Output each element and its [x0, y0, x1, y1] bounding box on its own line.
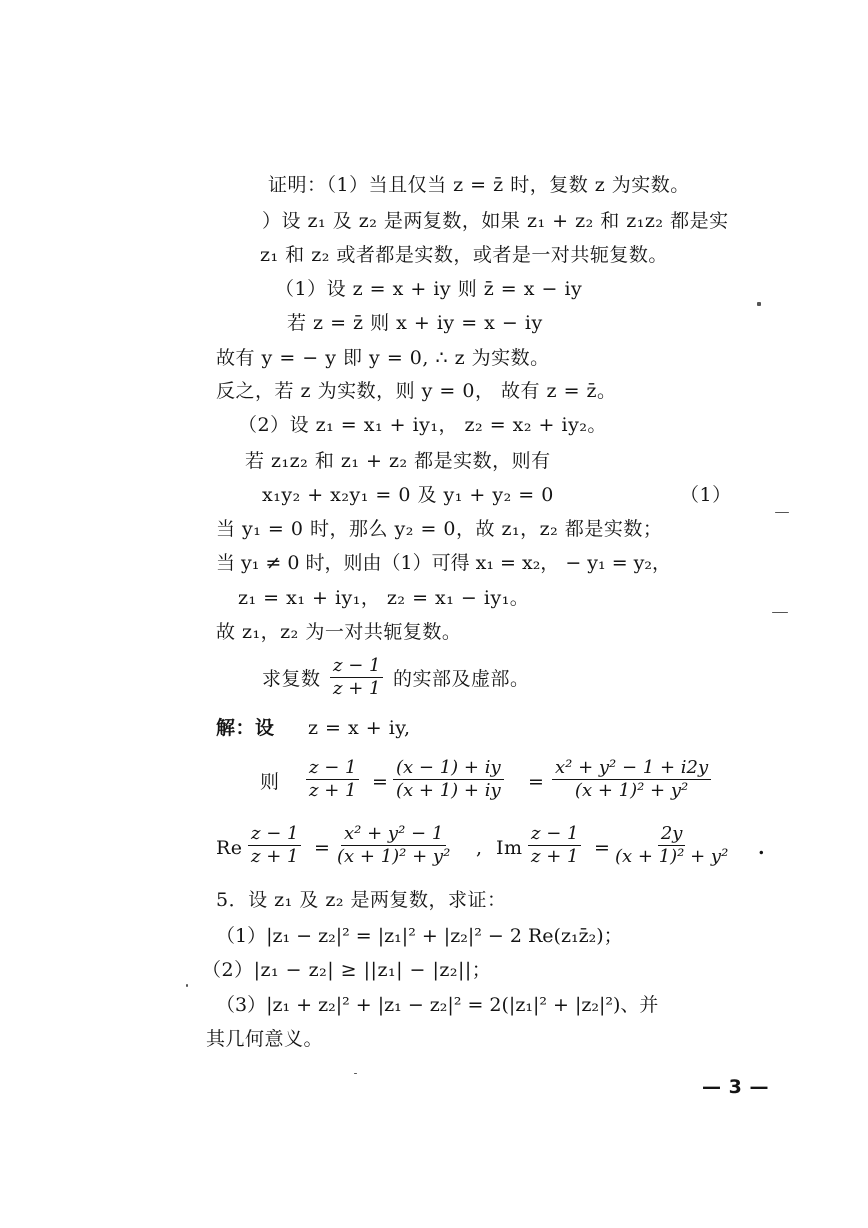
equals-sign-4: = — [594, 837, 610, 859]
scan-speck — [757, 302, 761, 306]
end-dot: . — [758, 837, 765, 859]
proof-line-14: 故 z₁，z₂ 为一对共轭复数。 — [216, 621, 462, 643]
real-part-fraction-1-denominator: z + 1 — [251, 846, 299, 867]
solution-fraction-3 — [552, 758, 711, 801]
proof-line-10: x₁y₂ + x₂y₁ = 0 及 y₁ + y₂ = 0 — [262, 484, 554, 506]
problem4-fraction — [330, 656, 383, 699]
problem5-item-3-continuation: 其几何意义。 — [206, 1028, 324, 1050]
real-part-fraction-1 — [248, 824, 301, 867]
equals-sign-3: = — [314, 837, 330, 859]
equals-sign-2: = — [528, 771, 544, 793]
solution-then: 则 — [260, 771, 280, 793]
proof-line-11: 当 y₁ = 0 时，那么 y₂ = 0，故 z₁，z₂ 都是实数； — [216, 518, 663, 540]
fraction-2-numerator: (x − 1) + iy — [393, 758, 504, 780]
proof-line-12: 当 y₁ ≠ 0 时，则由（1）可得 x₁ = x₂， − y₁ = y₂， — [216, 552, 672, 574]
proof-line-2: ）设 z₁ 及 z₂ 是两复数，如果 z₁ + z₂ 和 z₁z₂ 都是实 — [262, 210, 729, 232]
proof-line-7: 反之，若 z 为实数，则 y = 0， 故有 z = z̄。 — [216, 380, 617, 402]
real-part-fraction-2 — [334, 824, 453, 867]
fraction-1-denominator: z + 1 — [309, 780, 357, 801]
page-number: — 3 — — [702, 1076, 769, 1098]
comma: , — [476, 837, 483, 859]
problem5-item-2: （2）|z₁ − z₂| ≥ ||z₁| − |z₂||； — [202, 959, 492, 981]
real-part-fraction-2-numerator: x² + y² − 1 — [341, 824, 446, 846]
proof-line-6: 故有 y = − y 即 y = 0, ∴ z 为实数。 — [216, 347, 550, 369]
problem5-item-1: （1）|z₁ − z₂|² = |z₁|² + |z₂|² − 2 Re(z₁z̄₂)； — [216, 925, 623, 947]
real-part-fraction-1-numerator: z − 1 — [248, 824, 301, 846]
problem4-suffix: 的实部及虚部。 — [393, 668, 530, 690]
scan-speck — [772, 612, 788, 613]
equals-sign-1: = — [372, 771, 388, 793]
proof-line-13: z₁ = x₁ + iy₁， z₂ = x₁ − iy₁。 — [238, 587, 530, 609]
solution-fraction-1 — [306, 758, 359, 801]
imaginary-part-fraction-1 — [528, 824, 581, 867]
fraction-2-denominator: (x + 1) + iy — [396, 780, 501, 801]
problem5-title: 5．设 z₁ 及 z₂ 是两复数，求证： — [216, 889, 507, 911]
problem5-item-3: （3）|z₁ + z₂|² + |z₁ − z₂|² = 2(|z₁|² + |z₂|²)、并 — [216, 994, 659, 1016]
fraction-3-denominator: (x + 1)² + y² — [574, 780, 689, 801]
scan-speck — [775, 512, 789, 513]
proof-line-3: z₁ 和 z₂ 或者都是实数，或者是一对共轭复数。 — [260, 244, 668, 266]
solution-setup: z = x + iy, — [308, 717, 411, 739]
equation-tag-1: （1） — [680, 484, 732, 506]
imaginary-part-fraction-1-numerator: z − 1 — [528, 824, 581, 846]
fraction-1-numerator: z − 1 — [306, 758, 359, 780]
problem4-fraction-denominator: z + 1 — [333, 678, 381, 699]
imaginary-part-label: Im — [496, 837, 523, 859]
real-part-fraction-2-denominator: (x + 1)² + y² — [337, 846, 451, 867]
solution-label: 解：设 — [216, 717, 275, 739]
fraction-3-numerator: x² + y² − 1 + i2y — [552, 758, 711, 780]
proof-line-9: 若 z₁z₂ 和 z₁ + z₂ 都是实数，则有 — [245, 450, 551, 472]
imaginary-part-fraction-2-numerator: 2y — [658, 824, 686, 846]
proof-line-5: 若 z = z̄ 则 x + iy = x − iy — [287, 312, 543, 334]
problem4-fraction-numerator: z − 1 — [330, 656, 383, 678]
problem4-prefix: 求复数 — [262, 668, 321, 690]
scan-speck — [186, 984, 188, 987]
scan-speck — [354, 1073, 357, 1074]
imaginary-part-fraction-1-denominator: z + 1 — [531, 846, 579, 867]
real-part-label: Re — [216, 837, 243, 859]
solution-fraction-2 — [393, 758, 504, 801]
imaginary-part-fraction-2 — [612, 824, 731, 867]
proof-line-1: 证明：（1）当且仅当 z = z̄ 时，复数 z 为实数。 — [268, 174, 690, 196]
imaginary-part-fraction-2-denominator: (x + 1)² + y² — [615, 846, 729, 867]
proof-line-8: （2）设 z₁ = x₁ + iy₁， z₂ = x₂ + iy₂。 — [238, 414, 607, 436]
proof-line-4: （1）设 z = x + iy 则 z̄ = x − iy — [275, 278, 583, 300]
